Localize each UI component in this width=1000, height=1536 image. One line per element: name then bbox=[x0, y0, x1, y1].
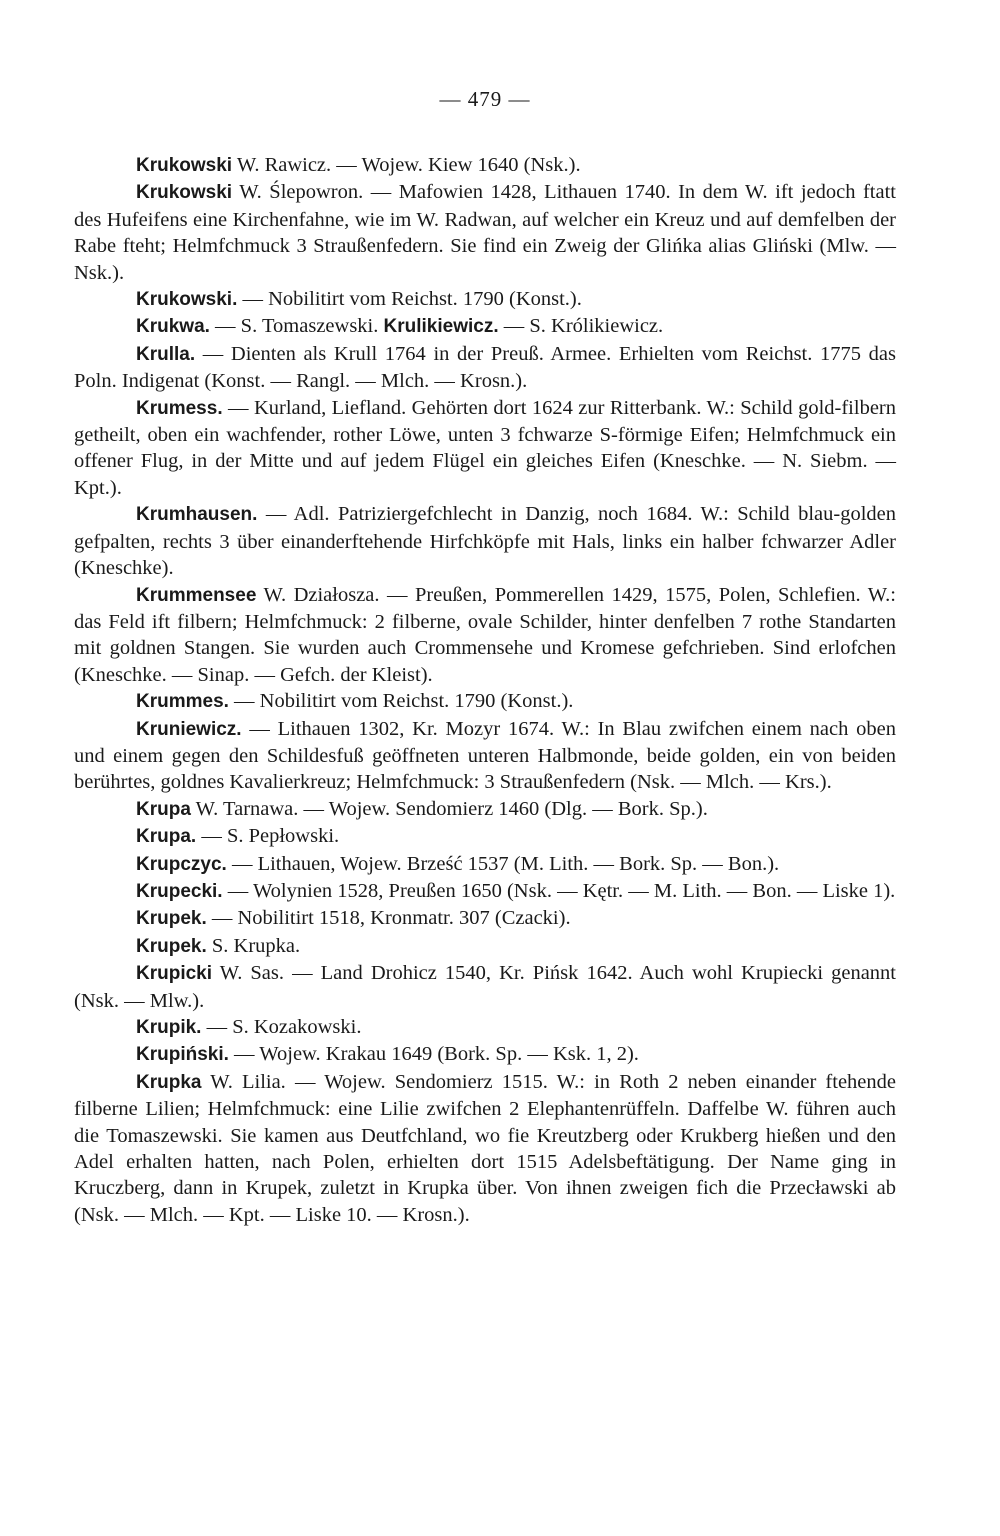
entry-headword: Krulikiewicz. bbox=[383, 316, 499, 338]
entry-headword: Krumhausen. bbox=[136, 504, 258, 526]
entry-headword: Krummensee bbox=[136, 584, 257, 606]
entry-text: W. Sas. — Land Drohicz 1540, Kr. Pińsk 1642. Auch wohl Krupiecki genannt (Nsk. — Mlw.). bbox=[74, 962, 896, 1012]
entry-headword: Krulla. bbox=[136, 343, 196, 365]
entry-headword: Krupczyc. bbox=[136, 853, 227, 875]
entry-headword: Krukowski bbox=[136, 182, 233, 204]
entry-text: — Lithauen, Wojew. Brześć 1537 (M. Lith. — Bork. Sp. — Bon.). bbox=[226, 852, 780, 875]
entry-headword: Krukowski bbox=[136, 155, 233, 176]
entry-text: — Wolynien 1528, Preußen 1650 (Nsk. — Kętr. — M. Lith. — Bon. — Liske 1). bbox=[222, 879, 896, 902]
dictionary-entry bbox=[74, 395, 896, 502]
entry-headword: Krupa bbox=[136, 798, 191, 820]
entry-headword: Krupka bbox=[136, 1071, 202, 1093]
dictionary-entry bbox=[74, 1014, 896, 1041]
dictionary-entry bbox=[74, 341, 896, 395]
dictionary-entry bbox=[74, 960, 896, 1014]
dictionary-entry bbox=[74, 286, 896, 313]
dictionary-entry bbox=[74, 688, 896, 715]
dictionary-entry bbox=[74, 796, 896, 823]
entry-headword: Krupicki bbox=[136, 963, 213, 985]
entry-headword: Krupik. bbox=[136, 1017, 202, 1038]
entry-text: — S. Królikiewicz. bbox=[498, 315, 664, 338]
entry-headword: Krukwa. bbox=[136, 316, 210, 338]
entry-headword: Krupa. bbox=[136, 826, 197, 848]
dictionary-entry bbox=[74, 1041, 896, 1068]
entry-text: — S. Pepłowski. bbox=[196, 825, 340, 848]
entry-text: W. Lilia. — Wojew. Sendomierz 1515. W.: in Roth 2 neben einander ftehende filberne Lilien; Helmfchmuck: eine Lilie zwifchen 2 Elephantenrüffeln. Daffelbe W. führen auch die Tomaszewski. Sie kamen aus Deutfchland, wo fie Kreutzberg oder Krukberg hießen und den Adel erhalten hatten, nach Polen, erhielten dort 1515 Adelsbeftätigung. Der Name ging in Kruczberg, dann in Krupek, zuletzt in Krupka über. Von ihnen zweigen fich die Przecławski ab (Nsk. — Mlch. — Kpt. — Liske 10. — Krosn.). bbox=[74, 1070, 896, 1226]
entry-headword: Krupecki. bbox=[136, 880, 223, 902]
entry-headword: Krupek. bbox=[136, 908, 207, 930]
entry-text: — Dienten als Krull 1764 in der Preuß. Armee. Erhielten vom Reichst. 1775 das Poln. Indigenat (Konst. — Rangl. — Mlch. — Krosn.). bbox=[74, 342, 896, 393]
entry-text: — Nobilitirt 1518, Kronmatr. 307 (Czacki). bbox=[206, 907, 571, 930]
entry-headword: Krumess. bbox=[136, 397, 223, 419]
entry-list bbox=[74, 152, 896, 1228]
entry-text: — S. Tomaszewski. bbox=[209, 315, 384, 338]
dictionary-entry bbox=[74, 313, 896, 340]
entry-text: W. Tarnawa. — Wojew. Sendomierz 1460 (Dlg. — Bork. Sp.). bbox=[190, 797, 708, 820]
dictionary-entry bbox=[74, 823, 896, 850]
dictionary-entry bbox=[74, 582, 896, 689]
entry-text: — Kurland, Liefland. Gehörten dort 1624 zur Ritterbank. W.: Schild gold-filbern getheilt, oben ein wachfender, rother Löwe, unten 3 fchwarze S-förmige Eifen; Helmfchmuck ein offener Flug, in der Mitte und auf jedem Flügel ein gleiches Eifen (Kneschke. — N. Siebm. — Kpt.). bbox=[74, 396, 896, 499]
dictionary-entry bbox=[74, 501, 896, 581]
dictionary-entry bbox=[74, 851, 896, 878]
dictionary-entry bbox=[74, 933, 896, 960]
dictionary-entry bbox=[74, 1069, 896, 1228]
entry-headword: Krupek. bbox=[136, 935, 207, 957]
entry-text: W. Ślepowron. — Mafowien 1428, Lithauen 1740. In dem W. ift jedoch ftatt des Hufeifens eine Kirchenfahne, wie im W. Radwan, auf welcher ein Kreuz und auf demfelben der Rabe fteht; Helmfchmuck 3 Straußenfedern. Sie find ein Zweig der Glińka alias Gliński (Mlw. — Nsk.). bbox=[74, 181, 896, 284]
entry-headword: Krummes. bbox=[136, 691, 229, 713]
entry-text: — S. Kozakowski. bbox=[201, 1016, 362, 1038]
page-number: — 479 — bbox=[439, 87, 531, 111]
entry-headword: Krukowski. bbox=[136, 289, 238, 311]
dictionary-entry bbox=[74, 905, 896, 932]
entry-text: W. Rawicz. — Wojew. Kiew 1640 (Nsk.). bbox=[232, 154, 581, 176]
entry-text: — Nobilitirt vom Reichst. 1790 (Konst.). bbox=[237, 288, 582, 311]
entry-headword: Krupiński. bbox=[136, 1044, 229, 1066]
entry-text: — Nobilitirt vom Reichst. 1790 (Konst.). bbox=[228, 690, 574, 713]
entry-text: — Lithauen 1302, Kr. Mozyr 1674. W.: In Blau zwifchen einem nach oben und einem gegen den Schildesfuß geöffneten unteren Halbmonde, beide golden, ein von beiden berührtes, goldnes Kavalierkreuz; Helmfchmuck: 3 Straußenfedern (Nsk. — Mlch. — Krs.). bbox=[74, 717, 896, 794]
entry-text: — Adl. Patriziergefchlecht in Danzig, noch 1684. W.: Schild blau-golden gefpalten, rechts 3 über einanderftehende Hirfchköpfe mit Hals, links ein halber fchwarzer Adler (Kneschke). bbox=[74, 503, 896, 580]
dictionary-entry bbox=[74, 716, 896, 796]
entry-headword: Kruniewicz. bbox=[136, 718, 242, 740]
entry-text: W. Działosza. — Preußen, Pommerellen 1429, 1575, Polen, Schlefien. W.: das Feld ift filbern; Helmfchmuck: 2 filberne, ovale Schilder, hinter denfelben 7 rothe Standarten mit goldnen Stangen. Sie wurden auch Crommensehe und Kromese gefchrieben. Sind erlofchen (Kneschke. — Sinap. — Gefch. der Kleist). bbox=[74, 583, 896, 686]
dictionary-entry bbox=[74, 878, 896, 905]
entry-text: S. Krupka. bbox=[206, 934, 301, 957]
dictionary-entry bbox=[74, 179, 896, 286]
entry-text: — Wojew. Krakau 1649 (Bork. Sp. — Ksk. 1, 2). bbox=[228, 1043, 639, 1066]
dictionary-page bbox=[74, 86, 896, 1228]
dictionary-entry bbox=[74, 152, 896, 179]
